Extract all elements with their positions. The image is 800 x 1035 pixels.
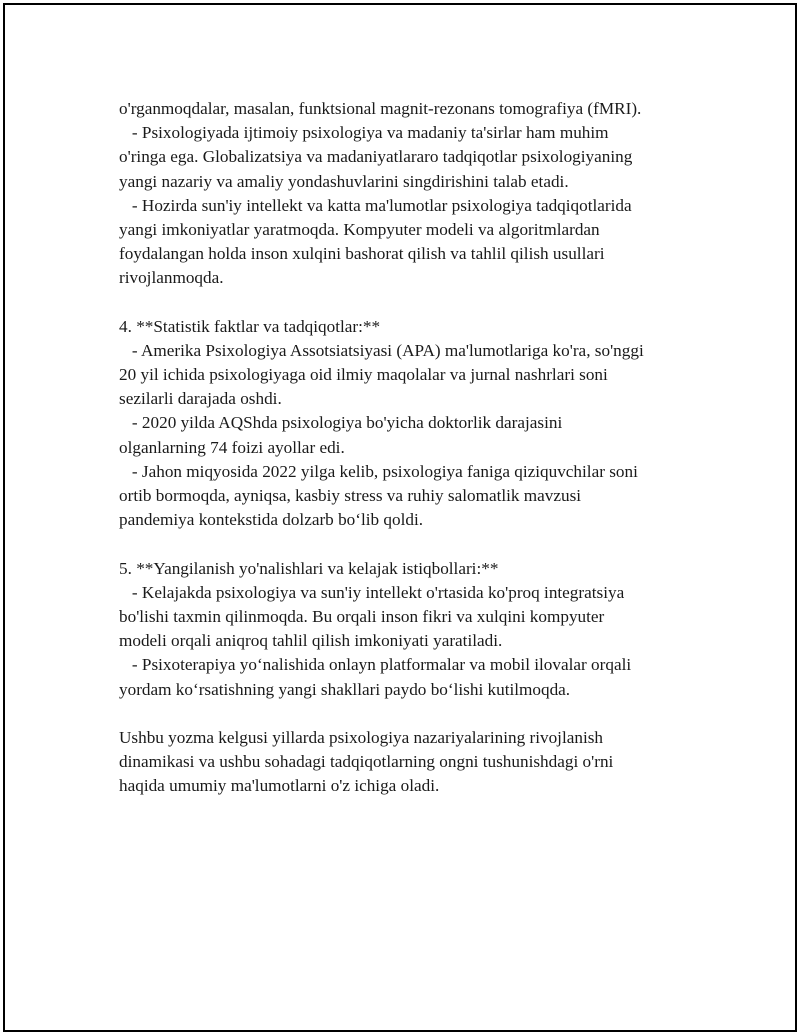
text-line: haqida umumiy ma'lumotlarni o'z ichiga oladi. [119, 776, 440, 796]
text-line: olganlarning 74 foizi ayollar edi. [119, 437, 345, 457]
blank-line [119, 702, 719, 726]
text-line: - Amerika Psixologiya Assotsiatsiyasi (APA) ma'lumotlariga ko'ra, so'nggi [119, 340, 644, 360]
text-line: Ushbu yozma kelgusi yillarda psixologiya nazariyalarining rivojlanish [119, 727, 604, 747]
text-line: pandemiya kontekstida dolzarb bo‘lib qoldi. [119, 510, 424, 530]
text-line: o'rganmoqdalar, masalan, funktsional magnit-rezonans tomografiya (fMRI). [119, 99, 642, 118]
text-line: dinamikasi va ushbu sohadagi tadqiqotlarning ongni tushunishdagi o'rni [119, 752, 614, 772]
text-line: - 2020 yilda AQShda psixologiya bo'yicha doktorlik darajasini [119, 413, 563, 433]
text-line: modeli orqali aniqroq tahlil qilish imkoniyati yaratiladi. [119, 631, 503, 651]
text-line: yangi nazariy va amaliy yondashuvlarini singdirishini talab etadi. [119, 171, 569, 191]
text-line: yangi imkoniyatlar yaratmoqda. Kompyuter modeli va algoritmlardan [119, 219, 600, 239]
document-page [3, 3, 797, 1032]
text-line: foydalangan holda inson xulqini bashorat qilish va tahlil qilish usullari [119, 244, 605, 264]
text-line: o'ringa ega. Globalizatsiya va madaniyatlararo tadqiqotlar psixologiyaning [119, 147, 633, 167]
blank-line [119, 291, 719, 315]
text-line: - Hozirda sun'iy intellekt va katta ma'lumotlar psixologiya tadqiqotlarida [119, 195, 632, 215]
text-line: - Psixologiyada ijtimoiy psixologiya va madaniy ta'sirlar ham muhim [119, 123, 609, 143]
text-line: bo'lishi taxmin qilinmoqda. Bu orqali inson fikri va xulqini kompyuter [119, 606, 605, 626]
text-line: yordam ko‘rsatishning yangi shakllari paydo bo‘lishi kutilmoqda. [119, 679, 571, 699]
text-line: - Jahon miqyosida 2022 yilga kelib, psixologiya faniga qiziquvchilar soni [119, 461, 638, 481]
text-line: - Kelajakda psixologiya va sun'iy intellekt o'rtasida ko'proq integratsiya [119, 582, 625, 602]
text-line: ortib bormoqda, ayniqsa, kasbiy stress va ruhiy salomatlik mavzusi [119, 486, 582, 505]
blank-line [119, 532, 719, 556]
section-heading: 4. **Statistik faktlar va tadqiqotlar:** [119, 316, 381, 336]
section-heading: 5. **Yangilanish yo'nalishlari va kelajak istiqbollari:** [119, 558, 499, 578]
text-line: sezilarli darajada oshdi. [119, 389, 282, 409]
text-line: - Psixoterapiya yo‘nalishida onlayn platformalar va mobil ilovalar orqali [119, 655, 632, 675]
text-line: rivojlanmoqda. [119, 268, 224, 288]
text-line: 20 yil ichida psixologiyaga oid ilmiy maqolalar va jurnal nashrlari soni [119, 365, 608, 385]
document-body [119, 97, 719, 798]
